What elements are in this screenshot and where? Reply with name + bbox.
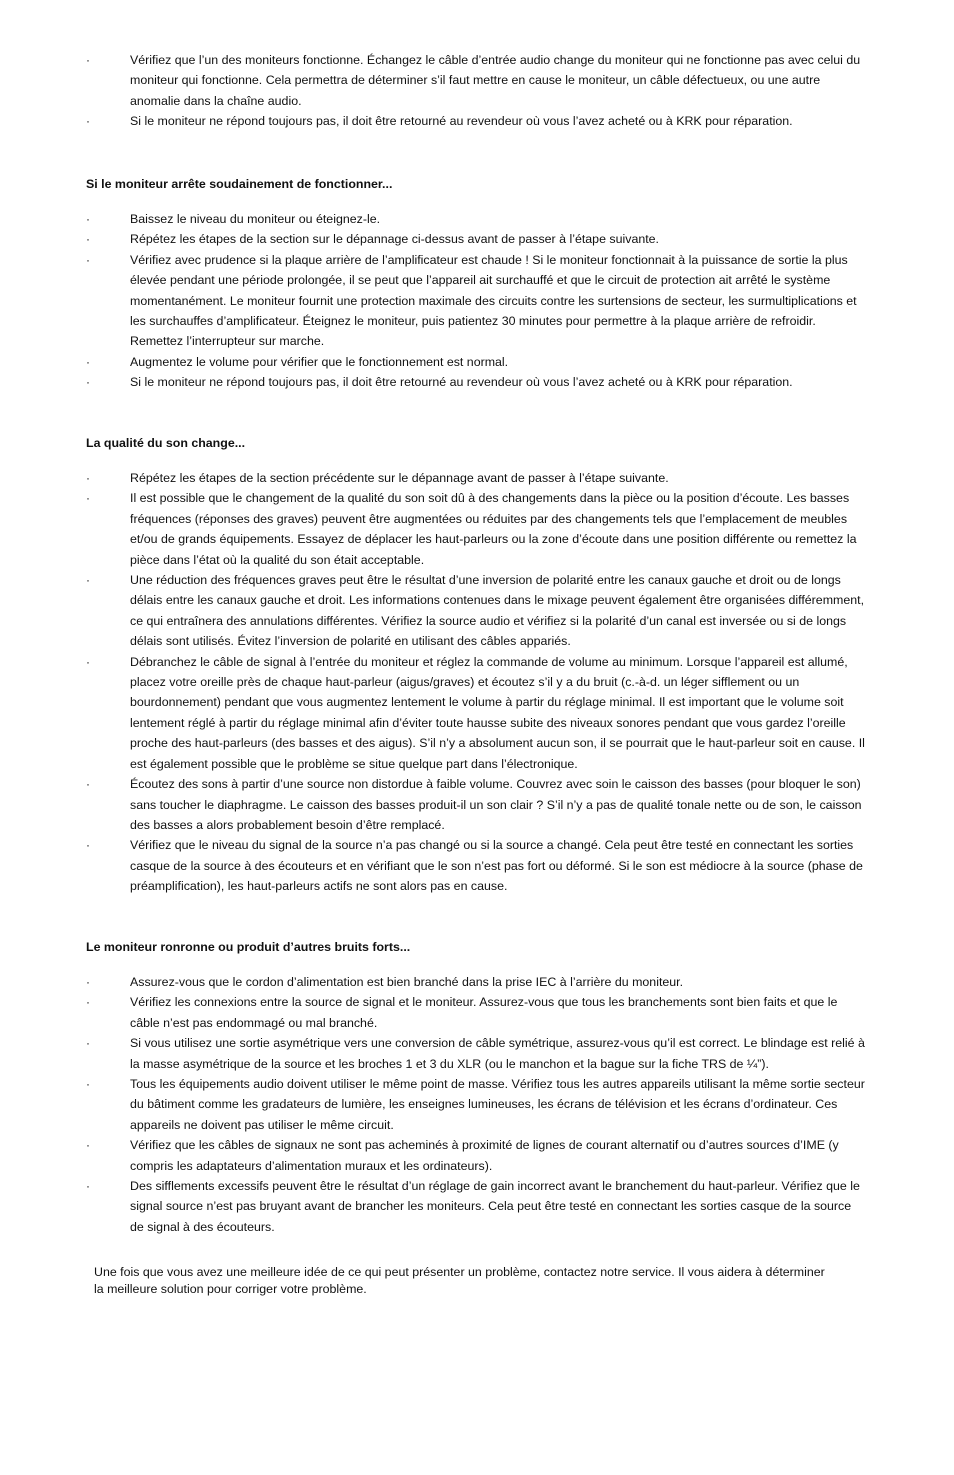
list-item — [0, 1033, 954, 1074]
list-item — [0, 972, 954, 992]
list-item — [0, 50, 954, 111]
list-item — [0, 1135, 954, 1176]
list-item-text: Si vous utilisez une sortie asymétrique vers une conversion de câble symétrique, assurez-vous qu’il est correct. Le blindage est relié à la masse asymétrique de la source et les broches 1 et 3 du XLR (ou le manchon et la bague sur la fiche TRS de ¼”). — [130, 1036, 865, 1071]
troubleshooting-list-continued — [0, 50, 954, 132]
bullet-icon: · — [86, 1036, 90, 1051]
list-item — [0, 468, 954, 488]
bullet-icon: · — [86, 471, 90, 485]
list-item-text: Il est possible que le changement de la qualité du son soit dû à des changements dans la pièce ou la position d’écoute. Les basses fréquences (réponses des graves) peuvent être augmentées ou réduites par des changements tels que l’emplacement de meubles et/ou de grands équipements. Essayez de déplacer les haut-parleurs ou la zone d’écoute dans une position différente ou remettez la pièce dans l’état où la qualité du son était acceptable. — [130, 491, 857, 567]
bullet-icon: · — [86, 975, 90, 989]
list-item-text: Vérifiez que les câbles de signaux ne sont pas acheminés à proximité de lignes de courant alternatif ou d’autres sources d’IME (y compris les adaptateurs d’alimentation muraux et les ordinateurs). — [130, 1138, 839, 1173]
section-heading-sound-quality: La qualité du son change... — [86, 436, 246, 450]
list-item-text: Vérifiez les connexions entre la source de signal et le moniteur. Assurez-vous que tous les branchements sont bien faits et que le câble n’est pas endommagé ou mal branché. — [130, 995, 838, 1030]
bullet-icon: · — [86, 838, 90, 853]
list-item — [0, 229, 954, 249]
sound-quality-list — [0, 468, 954, 897]
bullet-icon: · — [86, 1138, 90, 1153]
list-item — [0, 250, 954, 352]
list-item-text: Vérifiez avec prudence si la plaque arrière de l’amplificateur est chaude ! Si le moniteur fonctionnait à la puissance de sortie la plus élevée pendant une période prolongée, il se peut que l’appareil ait surchauffé et que le circuit de protection ait arrêté le système momentanément. Le moniteur fournit une protection maximale des circuits contre les surtensions de secteur, les surmultiplications et les surchauffes d’amplificateur. Éteignez le moniteur, puis patientez 30 minutes pour permettre à la plaque arrière de refroidir. Remettez l’interrupteur sur marche. — [130, 252, 857, 349]
list-item-text: Écoutez des sons à partir d’une source non distordue à faible volume. Couvrez avec soin le caisson des basses (pour bloquer le son) sans toucher le diaphragme. Le caisson des basses produit-il un son clair ? S’il n’y a pas de qualité tonale nette ou de son, le caisson des basses a alors probablement besoin d’être remplacé. — [130, 777, 862, 832]
list-item — [0, 1176, 954, 1237]
list-item-text: Vérifiez que l’un des moniteurs fonctionne. Échangez le câble d’entrée audio change du moniteur qui ne fonctionne pas avec celui du moniteur qui fonctionne. Cela permettra de déterminer s’il faut mettre en cause le moniteur, un câble défectueux, ou une autre anomalie dans la chaîne audio. — [130, 53, 861, 108]
list-item — [0, 652, 954, 774]
bullet-icon: · — [86, 252, 90, 267]
section-heading-monitor-hum: Le moniteur ronronne ou produit d’autres bruits forts... — [86, 940, 411, 954]
bullet-icon: · — [86, 491, 90, 506]
list-item-text: Répétez les étapes de la section précédente sur le dépannage avant de passer à l’étape suivante. — [130, 471, 669, 485]
list-item-text: Baissez le niveau du moniteur ou éteignez-le. — [130, 212, 381, 226]
monitor-hum-list — [0, 972, 954, 1237]
bullet-icon: · — [86, 777, 90, 792]
list-item-text: Répétez les étapes de la section sur le dépannage ci-dessus avant de passer à l’étape suivante. — [130, 232, 660, 247]
list-item-text: Augmentez le volume pour vérifier que le fonctionnement est normal. — [130, 354, 509, 369]
list-item — [0, 352, 954, 372]
list-item-text: Si le moniteur ne répond toujours pas, il doit être retourné au revendeur où vous l’avez acheté ou à KRK pour réparation. — [130, 375, 793, 390]
bullet-icon: · — [86, 654, 90, 669]
bullet-icon: · — [86, 53, 90, 67]
list-item — [0, 835, 954, 896]
bullet-icon: · — [86, 573, 90, 588]
list-item — [0, 372, 954, 392]
bullet-icon: · — [86, 995, 90, 1010]
bullet-icon: · — [86, 114, 90, 129]
list-item — [0, 488, 954, 570]
list-item-text: Une réduction des fréquences graves peut être le résultat d’une inversion de polarité entre les canaux gauche et droit ou de longs délais entre les canaux gauche et droit. Les informations contenues dans le mixage peuvent également être organisées différemment, ce qui entraînera des annulations différentes. Vérifiez la source audio et vérifiez si la polarité d’un canal est inversée ou si de longs délais sont utilisés. Évitez l’inversion de polarité en utilisant des câbles appariés. — [130, 573, 865, 649]
list-item — [0, 570, 954, 652]
list-item-text: Vérifiez que le niveau du signal de la source n’a pas changé ou si la source a changé. Cela peut être testé en connectant les sorties casque de la source à des écouteurs et en vérifiant que le son n’est pas fort ou déformé. Si le son est médiocre à la source (phase de préamplification), les haut-parleurs actifs ne sont alors pas en cause. — [130, 838, 863, 894]
list-item — [0, 774, 954, 835]
bullet-icon: · — [86, 1077, 90, 1092]
list-item — [0, 209, 954, 229]
list-item-text: Des sifflements excessifs peuvent être le résultat d’un réglage de gain incorrect avant le branchement du haut-parleur. Vérifiez que le signal source n’est pas bruyant avant de brancher les moniteurs. Cela peut être testé en connectant les sorties casque de la source de signal à des écouteurs. — [130, 1179, 860, 1234]
list-item-text: Tous les équipements audio doivent utiliser le même point de masse. Vérifiez tous les autres appareils utilisant la même sortie secteur du bâtiment comme les gradateurs de lumière, les enseignes lumineuses, les écrans de télévision et les écrans d’ordinateur. Ces appareils ne doivent pas utiliser le même circuit. — [130, 1077, 865, 1132]
list-item — [0, 992, 954, 1033]
list-item-text: Si le moniteur ne répond toujours pas, il doit être retourné au revendeur où vous l’avez acheté ou à KRK pour réparation. — [130, 114, 793, 129]
list-item-text: Assurez-vous que le cordon d’alimentation est bien branché dans la prise IEC à l’arrière du moniteur. — [130, 975, 684, 989]
list-item-text: Débranchez le câble de signal à l’entrée du moniteur et réglez la commande de volume au minimum. Lorsque l’appareil est allumé, placez votre oreille près de chaque haut-parleur (aigus/graves) et écoutez s’il y a du bruit (c.-à-d. un léger sifflement ou un bourdonnement) pendant que vous augmentez lentement le volume à partir du réglage minimal. Il est important que le volume soit lentement réglé à partir du réglage minimal afin d’éviter toute hausse subite des niveaux sonores pendant que vous gardez l’oreille proche des haut-parleurs (des basses et des aigus). S’il n’y a absolument aucun son, il se pourrait que le haut-parleur soit en cause. Il est également possible que le problème se situe quelque part dans l’électronique. — [130, 654, 865, 771]
bullet-icon: · — [86, 1179, 90, 1194]
list-item — [0, 1074, 954, 1135]
bullet-icon: · — [86, 354, 90, 369]
bullet-icon: · — [86, 232, 90, 247]
bullet-icon: · — [86, 375, 90, 390]
closing-paragraph: Une fois que vous avez une meilleure idée de ce qui peut présenter un problème, contactez notre service. Il vous aidera à déterminer la meilleure solution pour corriger votre problème. — [94, 1265, 825, 1296]
section-heading-monitor-stops: Si le moniteur arrête soudainement de fonctionner... — [86, 177, 393, 191]
bullet-icon: · — [86, 212, 90, 226]
list-item — [0, 111, 954, 131]
monitor-stops-list — [0, 209, 954, 393]
